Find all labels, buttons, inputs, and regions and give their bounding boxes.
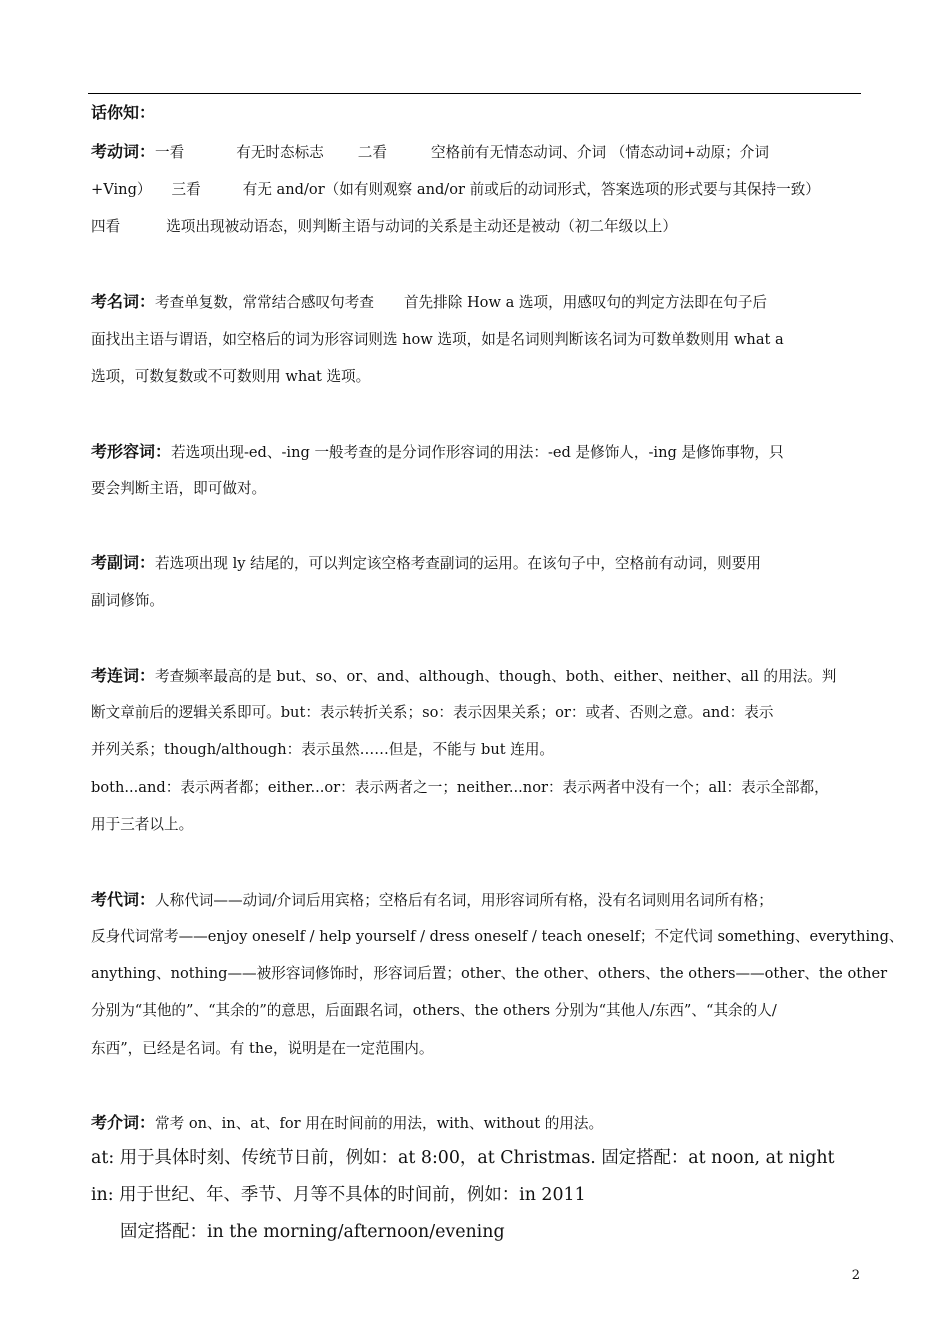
prep-line-1: 考介词：常考 on、in、at、for 用在时间前的用法，with、without 的用法。 [91,1113,604,1132]
verb-heading: 考动词： [91,142,156,161]
conj-line-3: 并列关系；though/although：表示虽然……但是，不能与 but 连用。 [91,741,555,758]
verb-line-1: 考动词：一看 有无时态标志 二看 空格前有无情态动词、介词 （情态动词+动原；介词 [91,142,769,161]
noun-line-1: 考名词：考查单复数，常常结合感叹句考查 首先排除 How a 选项，用感叹句的判定方法即在句子后 [91,292,768,311]
adv-line-2: 副词修饰。 [91,592,164,609]
conj-line-2: 断文章前后的逻辑关系即可。but：表示转折关系；so：表示因果关系；or：或者、否则之意。and：表示 [91,704,774,721]
note-heading: 话你知： [91,103,156,122]
header-rule [88,93,861,94]
pron-line-2: 反身代词常考——enjoy oneself / help yourself / dress oneself / teach oneself；不定代词 something、everything、 [91,928,904,945]
noun-line-2: 面找出主语与谓语，如空格后的词为形容词则选 how 选项，如是名词则判断该名词为可数单数则用 what a [91,331,784,348]
page-number: 2 [851,1268,860,1283]
pron-heading: 考代词： [91,890,156,909]
prep-line-4: 固定搭配：in the morning/afternoon/evening [120,1222,505,1242]
verb-line-3: 四看 选项出现被动语态，则判断主语与动词的关系是主动还是被动（初二年级以上） [91,218,677,235]
adv-heading: 考副词： [91,553,156,572]
adj-line-1: 考形容词：若选项出现-ed、-ing 一般考查的是分词作形容词的用法：-ed 是修饰人，-ing 是修饰事物，只 [91,442,784,461]
adv-line-1: 考副词：若选项出现 ly 结尾的，可以判定该空格考查副词的运用。在该句子中，空格前有动词，则要用 [91,553,761,572]
verb-line-2: +Ving） 三看 有无 and/or（如有则观察 and/or 前或后的动词形式，答案选项的形式要与其保持一致） [91,181,820,198]
pron-line-3: anything、nothing——被形容词修饰时，形容词后置；other、the other、others、the others——other、the other [91,965,888,982]
conj-line-1: 考连词：考查频率最高的是 but、so、or、and、although、though、both、either、neither、all 的用法。判 [91,666,837,685]
adj-line-2: 要会判断主语，即可做对。 [91,480,267,497]
prep-heading: 考介词： [91,1113,156,1132]
prep-line-2: at: 用于具体时刻、传统节日前，例如：at 8:00，at Christmas. 固定搭配：at noon, at night [91,1148,835,1168]
conj-line-5: 用于三者以上。 [91,816,194,833]
pron-line-4: 分别为“其他的”、“其余的”的意思，后面跟名词，others、the others 分别为“其他人/东西”、“其余的人/ [91,1002,777,1019]
prep-line-3: in: 用于世纪、年、季节、月等不具体的时间前，例如：in 2011 [91,1185,586,1205]
pron-line-5: 东西”，已经是名词。有 the，说明是在一定范围内。 [91,1040,434,1057]
conj-line-4: both...and：表示两者都；either...or：表示两者之一；neither...nor：表示两者中没有一个；all：表示全部都， [91,779,829,796]
noun-heading: 考名词： [91,292,156,311]
noun-line-3: 选项，可数复数或不可数则用 what 选项。 [91,368,371,385]
conj-heading: 考连词： [91,666,156,685]
adj-heading: 考形容词： [91,442,172,461]
pron-line-1: 考代词：人称代词——动词/介词后用宾格；空格后有名词，用形容词所有格，没有名词则用名词所有格； [91,890,773,909]
